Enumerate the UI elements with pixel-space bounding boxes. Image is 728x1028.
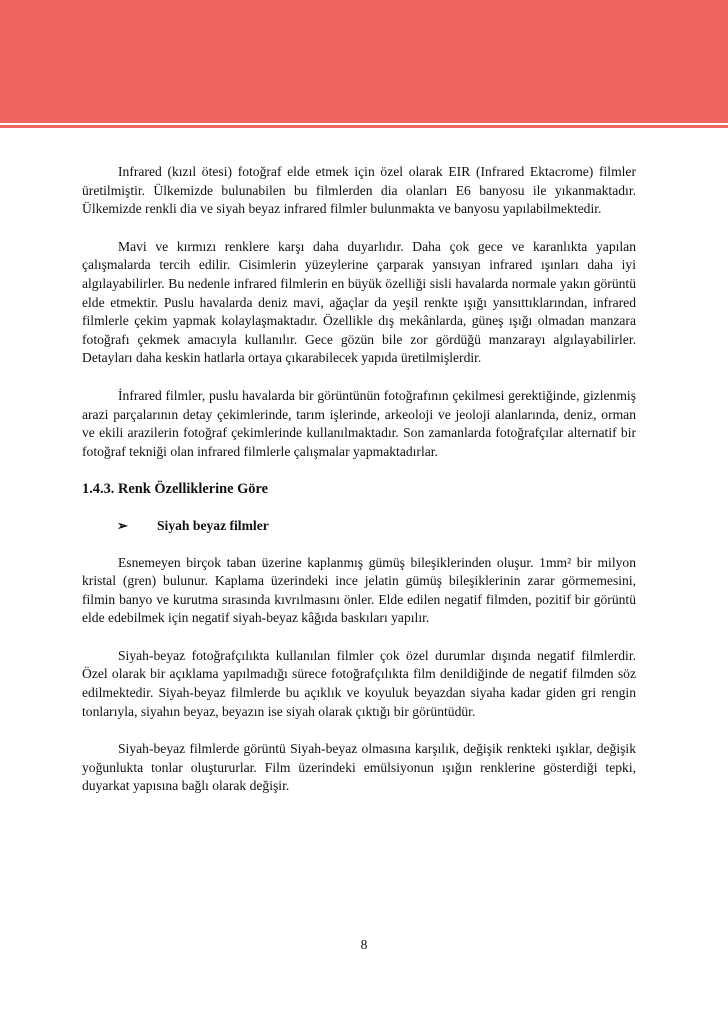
page-content [82,163,636,815]
paragraph-bw-composition: Esnemeyen birçok taban üzerine kaplanmış gümüş bileşiklerinden oluşur. 1mm² bir milyon kristal (gren) bulunur. Kaplama üzerindeki ince jelatin gümüş bileşiklerinin zarar görmemesini, filmin banyo ve kurutma sırasında kıvrılmasını önler. Elde edilen negatif filmden, pozitif bir görüntü elde edebilmek için negatif siyah-beyaz kâğıda baskıları yapılır. [82,554,636,626]
paragraph-infrared-sensitivity: Mavi ve kırmızı renklere karşı daha duyarlıdır. Daha çok gece ve karanlıkta yapılan çalışmalarda tercih edilir. Cisimlerin yüzeylerine çarparak yansıyan infrared ışınları daha iyi algılayabilirler. Bu nedenle infrared filmlerin en büyük özelliği sisli havalarda normale yakın görüntü elde etmektir. Puslu havalarda deniz mavi, ağaçlar da yeşil renkte ışığı yansıttıklarından, infrared filmlerle çekim yapmak kolaylaşmaktadır. Özellikle dış mekânlarda, güneş ışığı olmadan manzara fotoğrafı çekmek amacıyla kullanılır. Gece gözün bile zor gördüğü manzarayı algılayabilirler. Detayları daha keskin hatlarla ortaya çıkarabilecek yapıda üretilmişlerdir. [82,238,636,366]
page-number: 8 [360,937,368,952]
bullet-label: Siyah beyaz filmler [157,517,269,533]
paragraph-bw-negative: Siyah-beyaz fotoğrafçılıkta kullanılan filmler çok özel durumlar dışında negatif filmlerdir. Özel olarak bir açıklama yapılmadığı sürece fotoğrafçılıkta film denildiğinde de negatif filmden söz edilmektedir. Siyah-beyaz filmlerde bu açıklık ve koyuluk beyazdan siyaha kadar giden gri rengin tonlarıyla, siyahın beyaz, beyazın ise siyah olarak çıktığı bir görüntüdür. [82,647,636,719]
bullet-item-siyah-beyaz [117,517,636,536]
paragraph-infrared-intro: Infrared (kızıl ötesi) fotoğraf elde etmek için özel olarak EIR (Infrared Ektacrome) filmler üretilmiştir. Ülkemizde bulunabilen bu filmlerden dia olanları E6 banyosu ile yıkanmaktadır. Ülkemizde renkli dia ve siyah beyaz infrared filmler bulunmakta ve banyosu yapılabilmektedir. [82,164,636,217]
arrow-bullet-icon: ➢ [117,517,128,533]
paragraph-bw-tones: Siyah-beyaz filmlerde görüntü Siyah-beyaz olmasına karşılık, değişik renkteki ışıklar, değişik yoğunlukta tonlar oluştururlar. Film üzerindeki emülsiyonun ışığın renklerine gösterdiği tepki, duyarkat yapısına bağlı olarak değişir. [82,741,636,794]
section-heading: 1.4.3. Renk Özelliklerine Göre [82,481,268,498]
header-band [0,0,728,123]
paragraph-infrared-usage: İnfrared filmler, puslu havalarda bir görüntünün fotoğrafının çekilmesi gerektiğinde, gizlenmiş arazi parçalarının detay çekimlerinde, tarım işlerinde, arkeoloji ve jeoloji alanlarında, deniz, orman ve ekili arazilerin fotoğraf çekimlerinde kullanılmaktadır. Son zamanlarda fotoğrafçılar alternatif bir fotoğraf tekniği olan infrared filmlerle çalışmalar yapmaktadırlar. [82,387,636,459]
header-divider [0,125,728,128]
